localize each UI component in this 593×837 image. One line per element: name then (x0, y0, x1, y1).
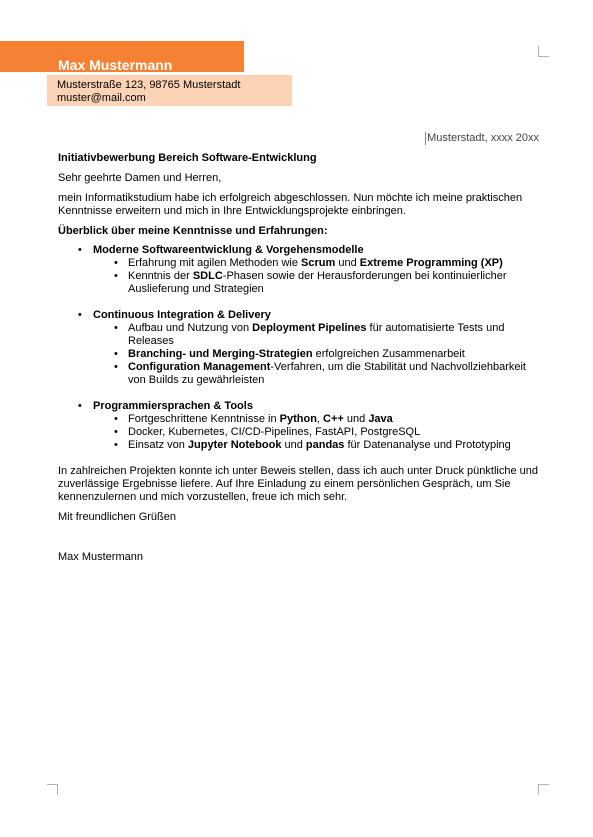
sender-email[interactable]: muster@mail.com (57, 92, 146, 104)
skill-item[interactable]: • Docker, Kubernetes, CI/CD-Pipelines, FastAPI, PostgreSQL (93, 426, 541, 439)
skill-item[interactable]: • Fortgeschrittene Kenntnisse in Python, C++ und Java (93, 413, 541, 426)
skill-items (93, 322, 541, 387)
sender-address[interactable]: Musterstraße 123, 98765 Musterstadt (57, 79, 241, 91)
address-box (47, 75, 292, 106)
crop-mark-bottom-left (47, 784, 58, 795)
skill-item[interactable]: • Erfahrung mit agilen Methoden wie Scrum und Extreme Programming (XP) (93, 257, 541, 270)
skill-item[interactable]: • Configuration Management-Verfahren, um die Stabilität und Nachvollziehbarkeit von Builds zu gewährleisten (93, 361, 541, 387)
skill-item[interactable]: • Branching- und Merging-Strategien erfolgreichen Zusammenarbeit (93, 348, 541, 361)
sender-name[interactable]: Max Mustermann (58, 57, 173, 73)
skill-category-title[interactable]: • Moderne Softwareentwicklung & Vorgehensmodelle (93, 244, 364, 256)
date-line[interactable]: Musterstadt, xxxx 20xx (427, 132, 539, 144)
letter-body (58, 152, 541, 564)
greeting[interactable]: Sehr geehrte Damen und Herren, (58, 172, 222, 184)
overview-heading[interactable]: Überblick über meine Kenntnisse und Erfahrungen: (58, 225, 328, 237)
skill-category-title[interactable]: • Programmiersprachen & Tools (93, 400, 253, 412)
regards[interactable]: Mit freundlichen Grüßen (58, 511, 176, 523)
skill-items (93, 413, 541, 452)
intro-paragraph[interactable]: mein Informatikstudium habe ich erfolgreich abgeschlossen. Nun möchte ich meine praktischen Kenntnisse erweitern und mich in Ihre Entwicklungsprojekte einbringen. (58, 192, 523, 217)
skill-item[interactable]: • Aufbau und Nutzung von Deployment Pipelines für automatisierte Tests und Releases (93, 322, 541, 348)
skills-list (58, 244, 541, 452)
signature[interactable]: Max Mustermann (58, 551, 143, 563)
skill-category (58, 244, 541, 296)
closing-paragraph[interactable]: In zahlreichen Projekten konnte ich unter Beweis stellen, dass ich auch unter Druck pünktliche und zuverlässige Ergebnisse liefere. Auf Ihre Einladung zu einem persönlichen Gespräch, um Sie kennenzulernen und mich vorzustellen, freue ich mich sehr. (58, 465, 538, 503)
skill-category (58, 400, 541, 452)
skill-items (93, 257, 541, 296)
crop-mark-bottom-right (538, 784, 549, 795)
crop-mark-top-right (538, 46, 549, 57)
skill-item[interactable]: • Einsatz von Jupyter Notebook und pandas für Datenanalyse und Prototyping (93, 439, 541, 452)
skill-category (58, 309, 541, 387)
skill-category-title[interactable]: • Continuous Integration & Delivery (93, 309, 271, 321)
skill-item[interactable]: • Kenntnis der SDLC-Phasen sowie der Herausforderungen bei kontinuierlicher Auslieferung und Strategien (93, 270, 541, 296)
subject-line[interactable]: Initiativbewerbung Bereich Software-Entwicklung (58, 152, 317, 164)
